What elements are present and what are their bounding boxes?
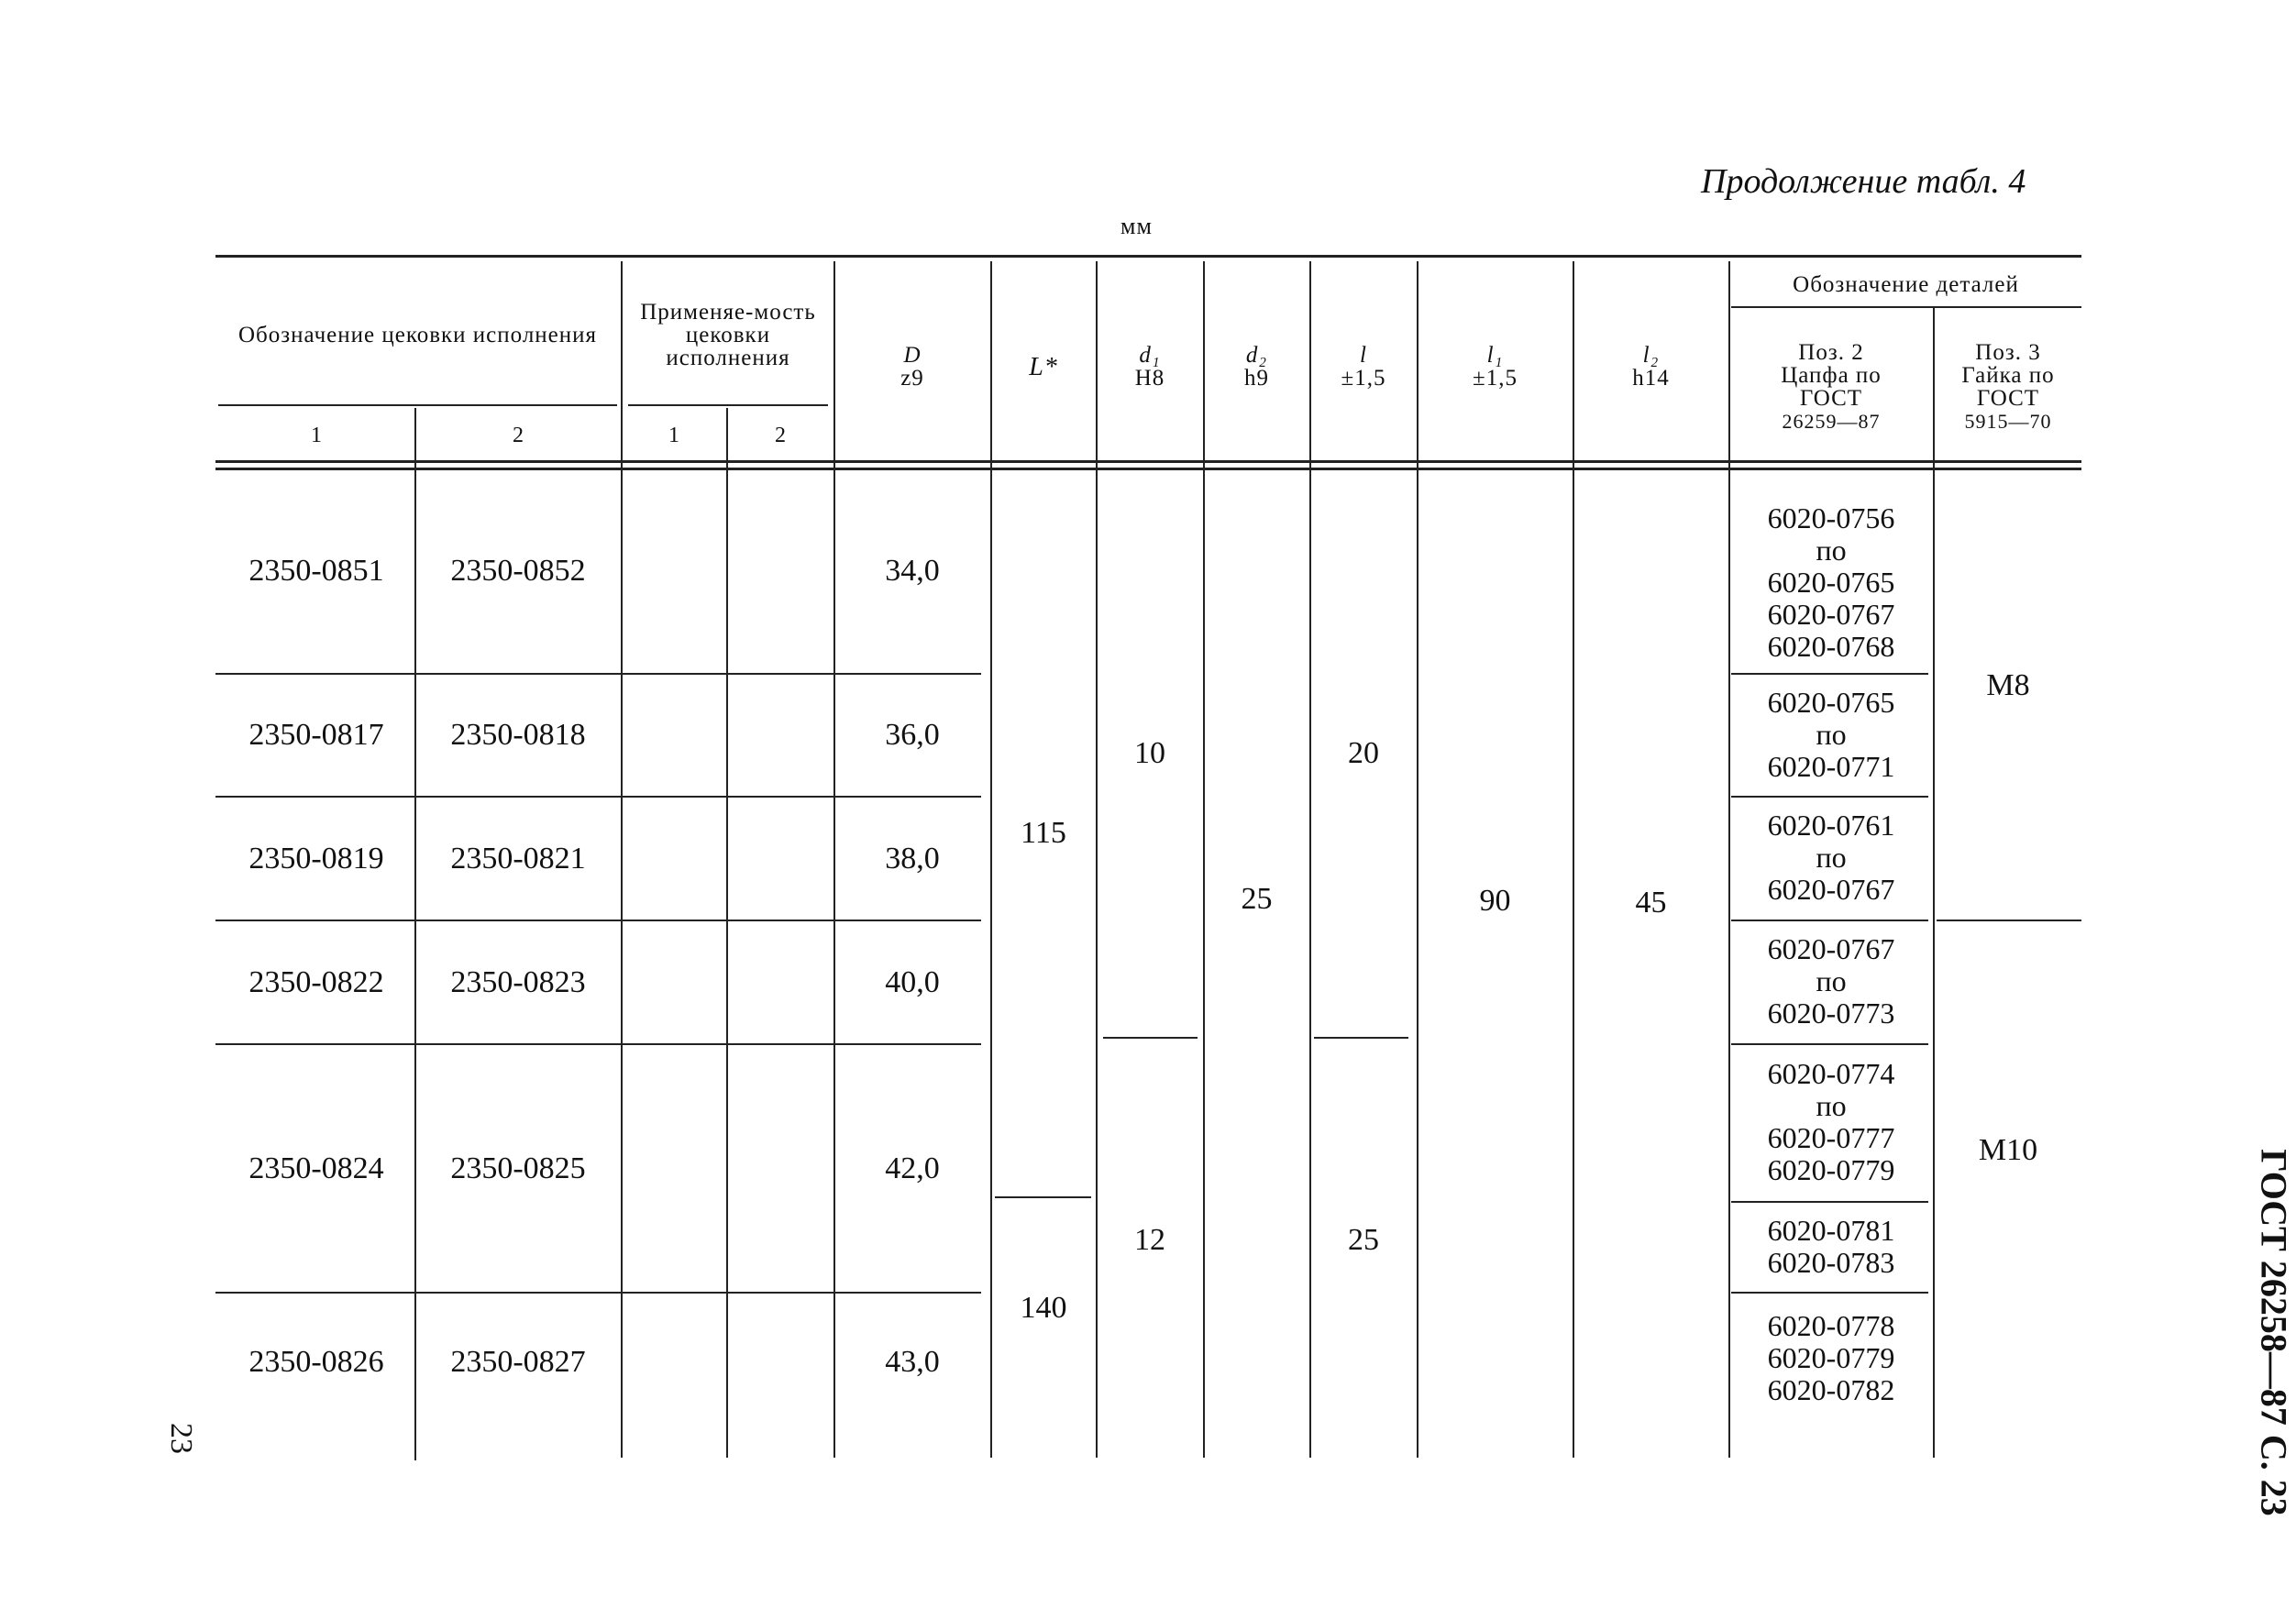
table-cell-nut-M8: M8 xyxy=(1986,667,2030,702)
header-applicability-col2: 2 xyxy=(775,423,786,447)
header-l2-tolerance: h14 xyxy=(1632,366,1670,391)
table-cell-designation1: 2350-0851 xyxy=(248,554,384,588)
header-designation: Обозначение цековки исполнения xyxy=(237,322,598,347)
pos2-line: 6020-0773 xyxy=(1767,997,1895,1030)
pos2-line: 6020-0779 xyxy=(1767,1153,1895,1186)
header-pos2-line4: 26259—87 xyxy=(1782,410,1881,433)
pos2-line: по xyxy=(1816,841,1847,874)
pos2-line: 6020-0771 xyxy=(1767,749,1895,783)
header-d2-symbol: d₂ xyxy=(1245,343,1268,368)
pos2-line: 6020-0777 xyxy=(1767,1121,1895,1154)
header-d1-tolerance: H8 xyxy=(1134,366,1165,391)
header-d1 xyxy=(1098,335,1202,399)
pos2-line: 6020-0783 xyxy=(1767,1245,1895,1279)
table-cell-pos2 xyxy=(1730,921,1932,1041)
units-label: мм xyxy=(1120,213,1153,239)
table-cell-nut-M10: M10 xyxy=(1978,1133,2038,1167)
pos2-line: по xyxy=(1816,964,1847,997)
table-cell-designation1: 2350-0819 xyxy=(248,841,384,876)
header-applicability-col1: 1 xyxy=(668,423,679,447)
table-cell-D: 38,0 xyxy=(885,841,940,876)
table-cell-D: 36,0 xyxy=(885,718,940,752)
table-cell-designation2: 2350-0821 xyxy=(450,841,586,876)
table-cell-l2-45: 45 xyxy=(1635,886,1667,920)
header-designation-col1: 1 xyxy=(311,423,322,447)
pos2-line: 6020-0756 xyxy=(1767,501,1895,534)
pos2-line: 6020-0779 xyxy=(1767,1340,1895,1374)
table-cell-d1-12: 12 xyxy=(1134,1223,1165,1257)
header-l xyxy=(1311,335,1416,399)
table-cell-D: 43,0 xyxy=(885,1345,940,1379)
header-pos3-line4: 5915—70 xyxy=(1964,410,2052,433)
header-pos3-line3: ГОСТ xyxy=(1976,386,2040,411)
table-cell-designation1: 2350-0817 xyxy=(248,718,384,752)
pos2-line: по xyxy=(1816,1089,1847,1122)
header-l2 xyxy=(1574,335,1728,399)
table-cell-pos2 xyxy=(1730,1045,1932,1199)
table-cell-L-140: 140 xyxy=(1020,1291,1067,1325)
pos2-line: 6020-0768 xyxy=(1767,629,1895,663)
pos2-line: 6020-0781 xyxy=(1767,1213,1895,1247)
table-cell-designation1: 2350-0824 xyxy=(248,1151,384,1185)
header-pos3-line2: Гайка по xyxy=(1961,363,2055,388)
pos2-line: по xyxy=(1816,533,1847,567)
header-pos3-line1: Поз. 3 xyxy=(1975,340,2041,365)
table-cell-d1-10: 10 xyxy=(1134,735,1165,770)
table-cell-D: 40,0 xyxy=(885,964,940,999)
table-cell-l1-90: 90 xyxy=(1479,884,1511,918)
pos2-line: по xyxy=(1816,717,1847,751)
table-cell-D: 42,0 xyxy=(885,1151,940,1185)
header-l1 xyxy=(1418,335,1572,399)
pos2-line: 6020-0765 xyxy=(1767,565,1895,599)
table-cell-pos2 xyxy=(1730,675,1932,794)
table-cell-designation1: 2350-0826 xyxy=(248,1345,384,1379)
header-pos2-line3: ГОСТ xyxy=(1799,386,1863,411)
pos2-line: 6020-0761 xyxy=(1767,809,1895,842)
pos2-line: 6020-0778 xyxy=(1767,1308,1895,1342)
header-d2 xyxy=(1205,335,1308,399)
header-pos3 xyxy=(1935,332,2081,442)
pos2-line: 6020-0765 xyxy=(1767,685,1895,719)
header-pos2-line1: Поз. 2 xyxy=(1798,340,1864,365)
pos2-line: 6020-0782 xyxy=(1767,1372,1895,1406)
header-l-symbol: l xyxy=(1360,343,1367,368)
pos2-line: 6020-0774 xyxy=(1767,1057,1895,1090)
pos2-line: 6020-0767 xyxy=(1767,932,1895,965)
table-cell-pos2 xyxy=(1730,495,1932,669)
header-D-tolerance: z9 xyxy=(900,366,924,391)
table-cell-designation2: 2350-0827 xyxy=(450,1345,586,1379)
table-cell-L-115: 115 xyxy=(1021,815,1066,850)
table-cell-designation2: 2350-0823 xyxy=(450,964,586,999)
header-l2-symbol: l₂ xyxy=(1642,343,1660,368)
header-designation-col2: 2 xyxy=(513,423,524,447)
header-l-tolerance: ±1,5 xyxy=(1341,366,1386,391)
header-l1-symbol: l₁ xyxy=(1486,343,1504,368)
header-l1-tolerance: ±1,5 xyxy=(1473,366,1518,391)
header-d1-symbol: d₁ xyxy=(1139,343,1161,368)
table-cell-designation2: 2350-0825 xyxy=(450,1151,586,1185)
header-d2-tolerance: h9 xyxy=(1244,366,1269,391)
table-cell-D: 34,0 xyxy=(885,554,940,588)
header-details: Обозначение деталей xyxy=(1793,271,2019,297)
table-cell-l-25: 25 xyxy=(1348,1223,1379,1257)
table-cell-d2-25: 25 xyxy=(1241,882,1273,916)
table-cell-designation1: 2350-0822 xyxy=(248,964,384,999)
header-pos2 xyxy=(1730,332,1932,442)
header-applicability: Применяе-мость цековки исполнения xyxy=(640,299,816,370)
header-D-symbol: D xyxy=(903,343,922,368)
side-standard-label: ГОСТ 26258—87 С. 23 xyxy=(2253,1149,2295,1516)
table-cell-designation2: 2350-0818 xyxy=(450,718,586,752)
table-cell-pos2 xyxy=(1730,798,1932,918)
table-cell-pos2 xyxy=(1730,1294,1932,1422)
table-cell-pos2 xyxy=(1730,1203,1932,1290)
header-L: L* xyxy=(1029,352,1058,381)
header-D xyxy=(835,335,989,399)
page-number: 23 xyxy=(164,1423,198,1454)
pos2-line: 6020-0767 xyxy=(1767,873,1895,906)
pos2-line: 6020-0767 xyxy=(1767,597,1895,631)
header-pos2-line2: Цапфа по xyxy=(1781,363,1882,388)
table-cell-designation2: 2350-0852 xyxy=(450,554,586,588)
page-title: Продолжение табл. 4 xyxy=(1701,162,2026,201)
table-cell-l-20: 20 xyxy=(1348,735,1379,770)
